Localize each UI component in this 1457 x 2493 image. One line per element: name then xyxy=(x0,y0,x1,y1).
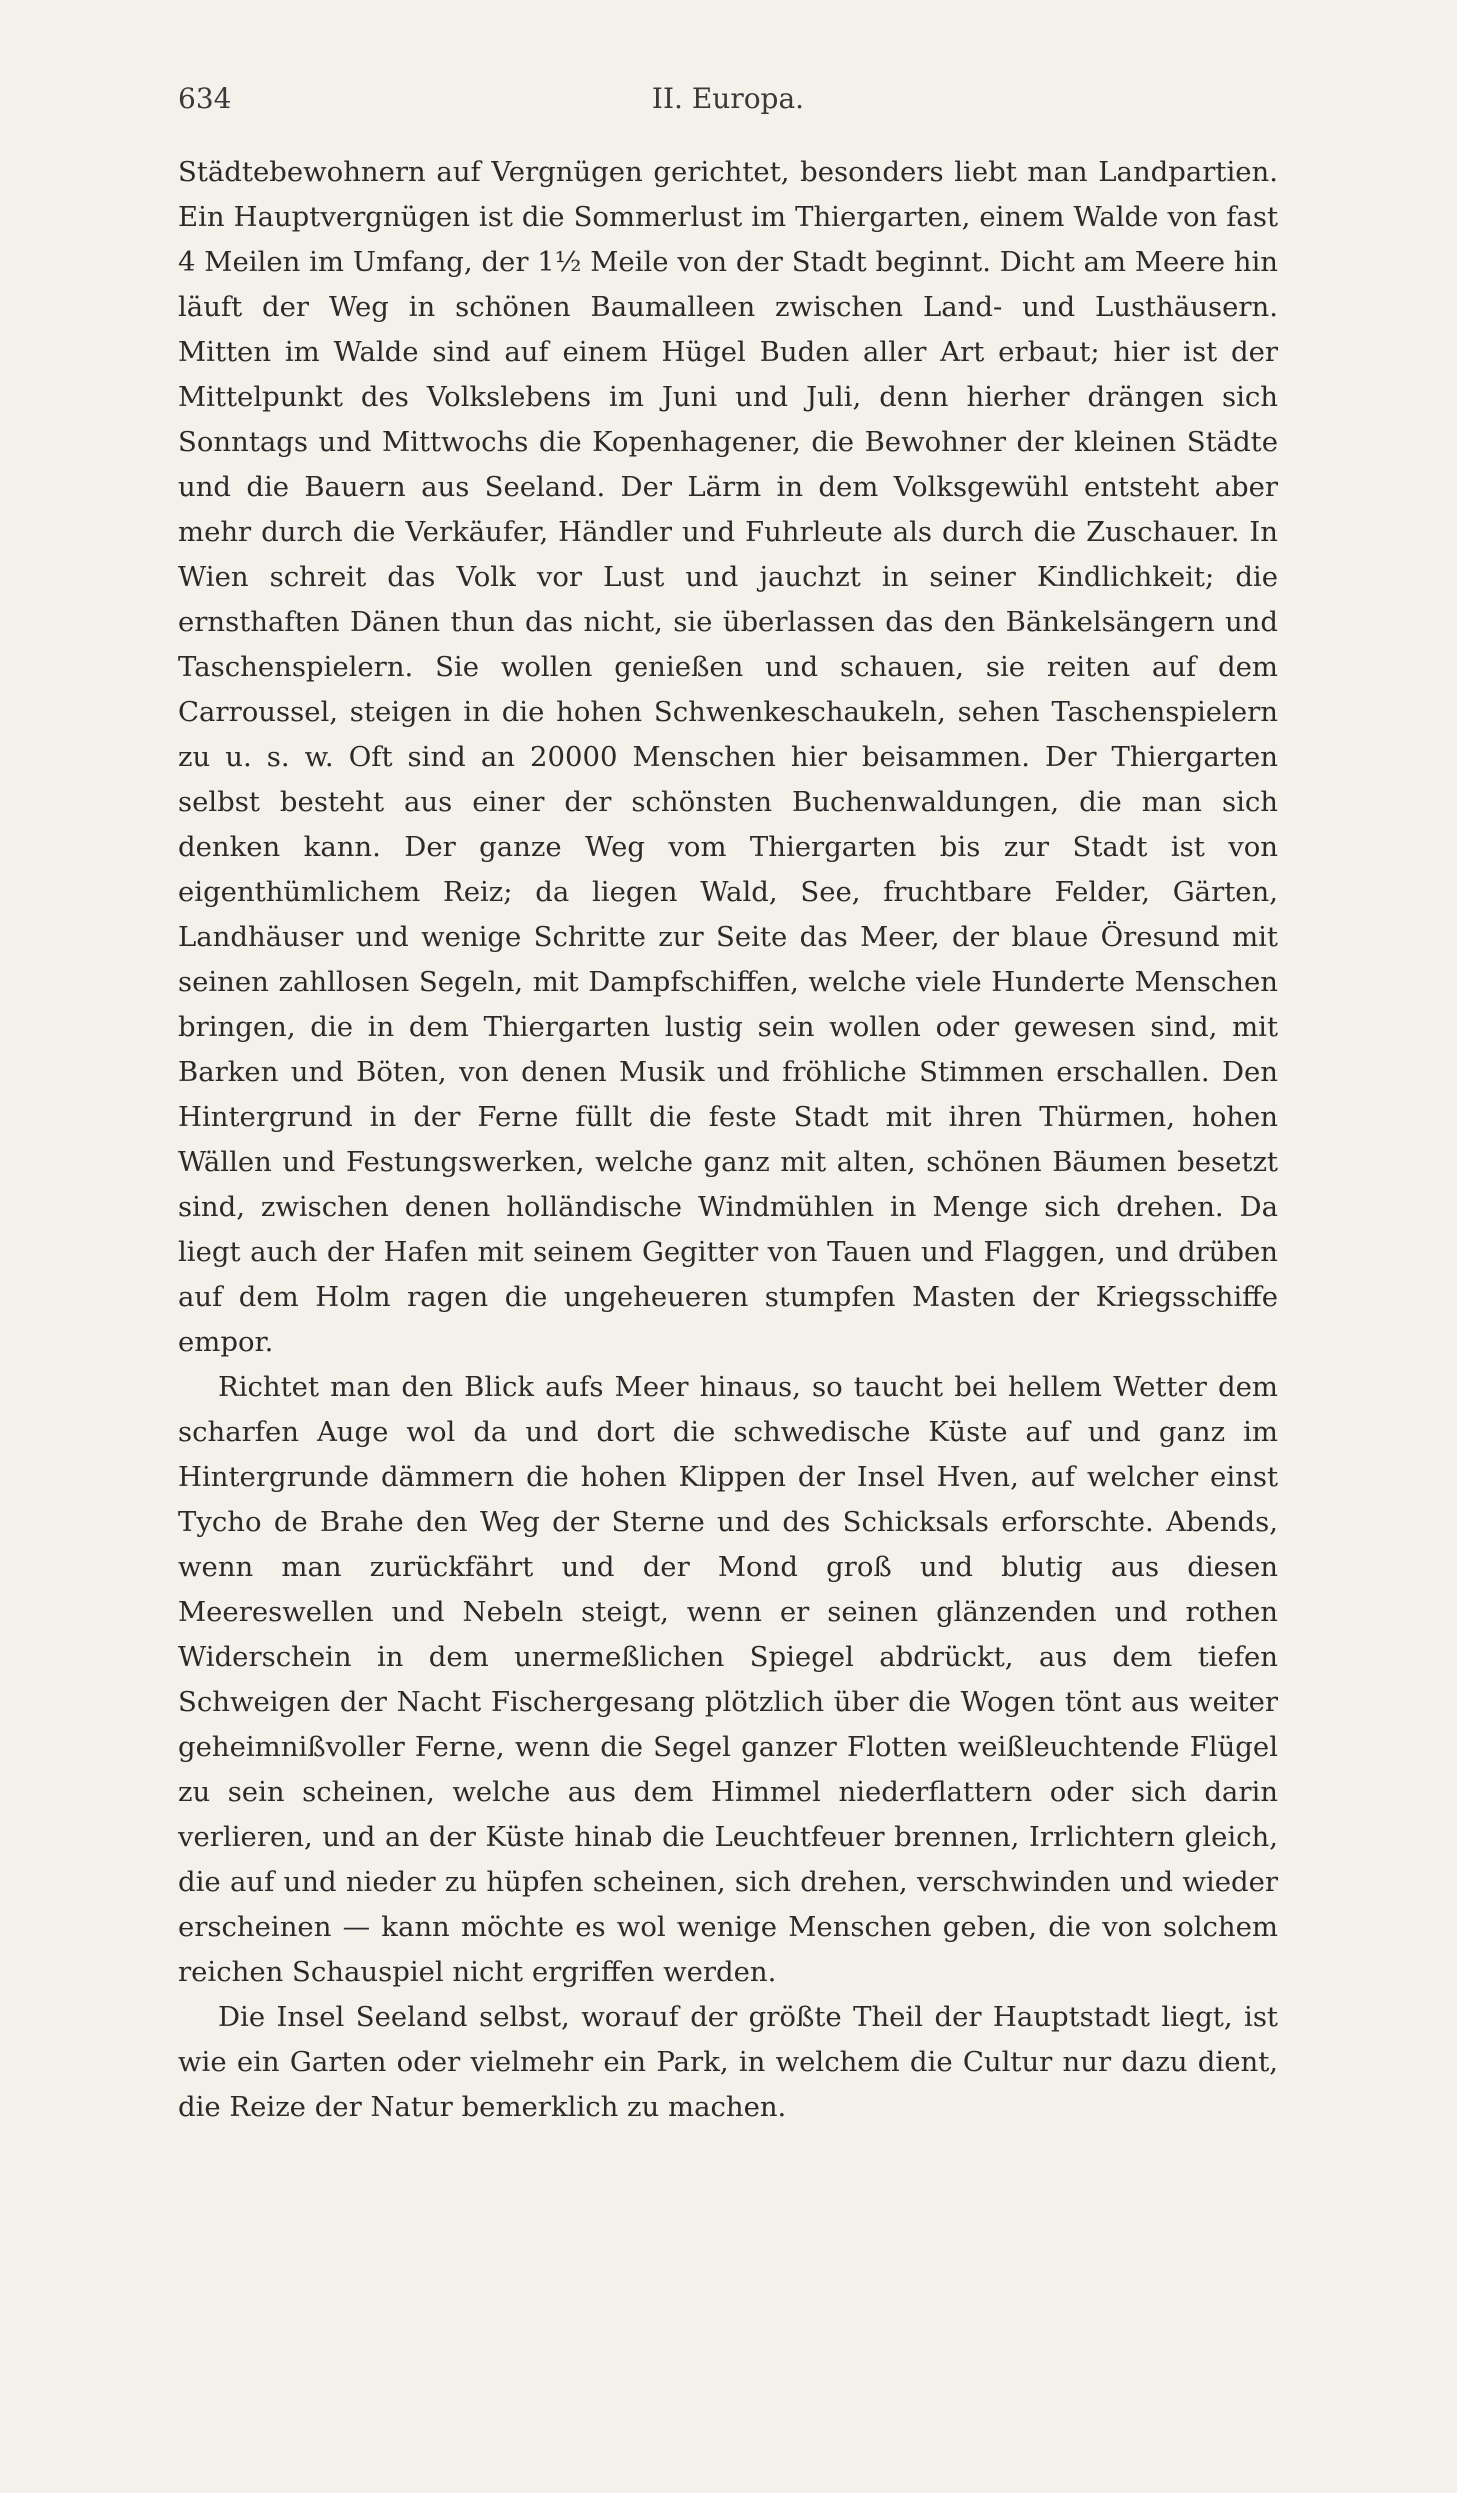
paragraph: Richtet man den Blick aufs Meer hinaus, so taucht bei hellem Wetter dem scharfen Auge wol da und dort die schwedische Küste auf und ganz im Hintergrunde dämmern die hohen Klippen der Insel Hven, auf welcher einst Tycho de Brahe den Weg der Sterne und des Schicksals erforschte. Abends, wenn man zurückfährt und der Mond groß und blutig aus diesen Meereswellen und Nebeln steigt, wenn er seinen glänzenden und rothen Widerschein in dem unermeßlichen Spiegel abdrückt, aus dem tiefen Schweigen der Nacht Fischergesang plötzlich über die Wogen tönt aus weiter geheimnißvoller Ferne, wenn die Segel ganzer Flotten weißleuchtende Flügel zu sein scheinen, welche aus dem Himmel niederflattern oder sich darin verlieren, und an der Küste hinab die Leuchtfeuer brennen, Irrlichtern gleich, die auf und nieder zu hüpfen scheinen, sich drehen, verschwinden und wieder erscheinen — kann möchte es wol wenige Menschen geben, die von solchem reichen Schauspiel nicht ergriffen werden. xyxy=(178,1371,1278,1988)
paragraph: Städtebewohnern auf Vergnügen gerichtet, besonders liebt man Landpartien. Ein Hauptvergnügen ist die Sommerlust im Thiergarten, einem Walde von fast 4 Meilen im Umfang, der 1½ Meile von der Stadt beginnt. Dicht am Meere hin läuft der Weg in schönen Baumalleen zwischen Land- und Lusthäusern. Mitten im Walde sind auf einem Hügel Buden aller Art erbaut; hier ist der Mittelpunkt des Volkslebens im Juni und Juli, denn hierher drängen sich Sonntags und Mittwochs die Kopenhagener, die Bewohner der kleinen Städte und die Bauern aus Seeland. Der Lärm in dem Volksgewühl entsteht aber mehr durch die Verkäufer, Händler und Fuhrleute als durch die Zuschauer. In Wien schreit das Volk vor Lust und jauchzt in seiner Kindlichkeit; die ernsthaften Dänen thun das nicht, sie überlassen das den Bänkelsängern und Taschenspielern. Sie wollen genießen und schauen, sie reiten auf dem Carroussel, steigen in die hohen Schwenkeschaukeln, sehen Taschenspielern zu u. s. w. Oft sind an 20000 Menschen hier beisammen. Der Thiergarten selbst besteht aus einer der schönsten Buchenwaldungen, die man sich denken kann. Der ganze Weg vom Thiergarten bis zur Stadt ist von eigenthümlichem Reiz; da liegen Wald, See, fruchtbare Felder, Gärten, Landhäuser und wenige Schritte zur Seite das Meer, der blaue Öresund mit seinen zahllosen Segeln, mit Dampfschiffen, welche viele Hunderte Menschen bringen, die in dem Thiergarten lustig sein wollen oder gewesen sind, mit Barken und Böten, von denen Musik und fröhliche Stimmen erschallen. Den Hintergrund in der Ferne füllt die feste Stadt mit ihren Thürmen, hohen Wällen und Festungswerken, welche ganz mit alten, schönen Bäumen besetzt sind, zwischen denen holländische Windmühlen in Menge sich drehen. Da liegt auch der Hafen mit seinem Gegitter von Tauen und Flaggen, und drüben auf dem Holm ragen die ungeheueren stumpfen Masten der Kriegsschiffe empor. xyxy=(178,156,1278,1358)
page-number: 634 xyxy=(178,82,232,115)
page-header xyxy=(178,82,1278,122)
book-page xyxy=(178,82,1278,2130)
paragraph: Die Insel Seeland selbst, worauf der größte Theil der Hauptstadt liegt, ist wie ein Garten oder vielmehr ein Park, in welchem die Cultur nur dazu dient, die Reize der Natur bemerklich zu machen. xyxy=(178,2001,1278,2123)
page-body xyxy=(178,150,1278,2130)
running-title: II. Europa. xyxy=(651,82,805,115)
